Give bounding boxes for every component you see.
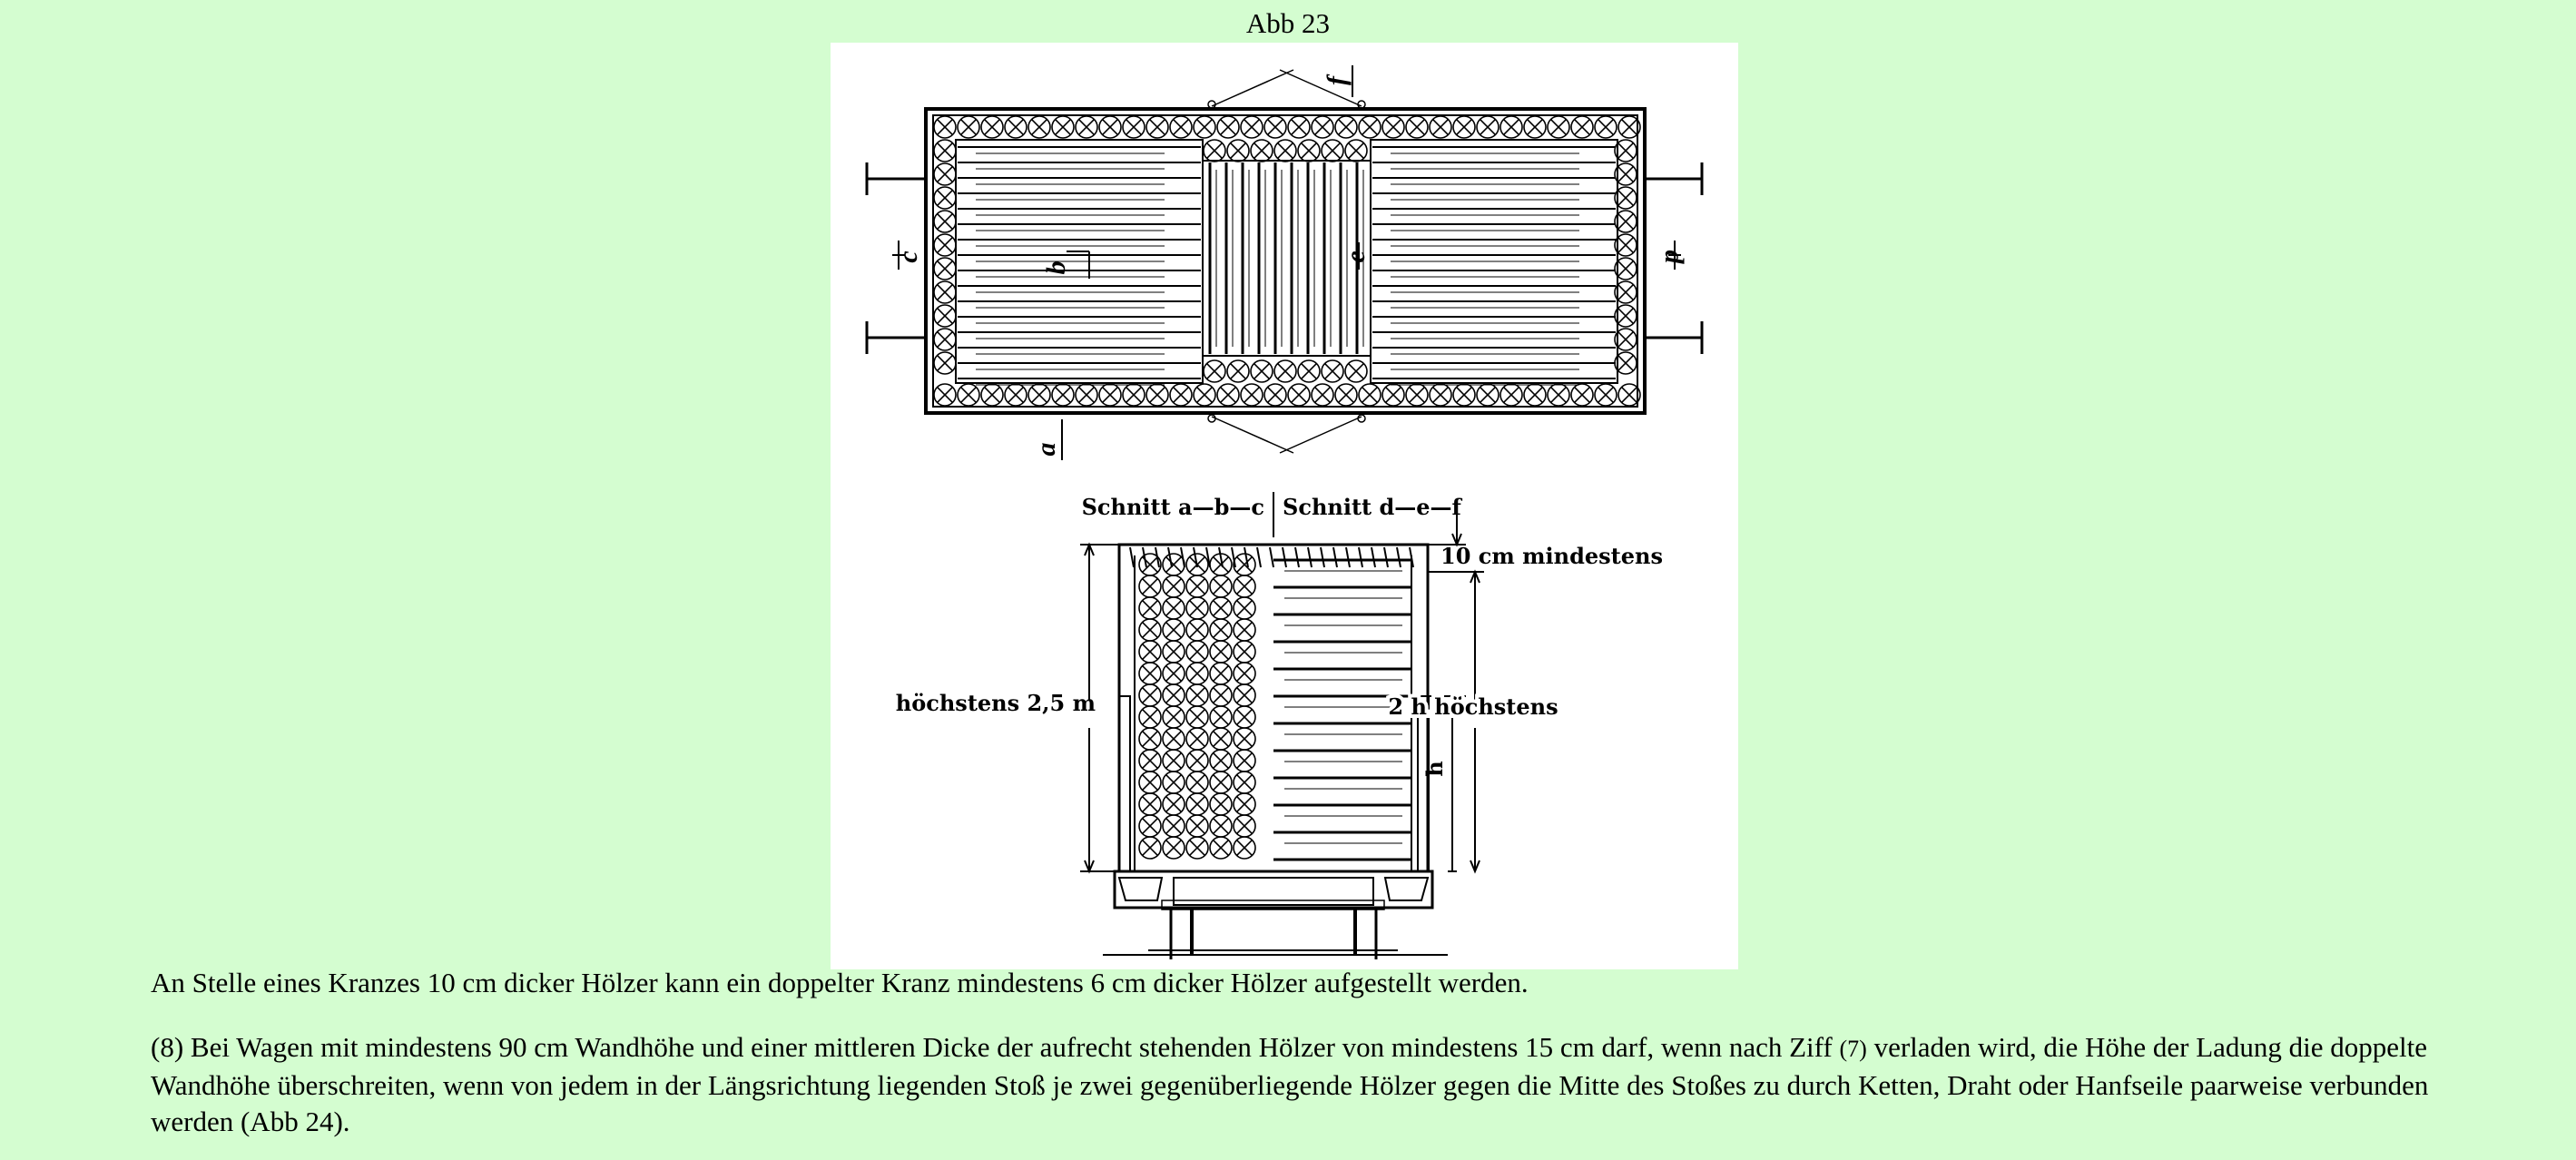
label-max-height: höchstens 2,5 m [895, 690, 1096, 716]
label-b: b [1041, 261, 1071, 275]
paragraph-2-end: verladen wird, die Höhe der Ladung die doppelte Wandhöhe überschreiten, wenn von jedem in der Längsrichtung liegenden Stoß je zwei gegenüberliegende Hölzer gegen die Mitte des Stoßes zu durch Ketten, Draht oder Hanfseile paarweise verbunden werden (Abb 24). [151, 1031, 2429, 1137]
wagon-top-view [867, 65, 1702, 460]
label-d: d [1659, 250, 1689, 264]
label-section-def: Schnitt d—e—f [1283, 494, 1461, 520]
label-max-double: 2 h höchstens [1388, 693, 1558, 720]
label-h: h [1421, 761, 1448, 777]
label-f: f [1322, 76, 1352, 85]
wagon-section-view [1080, 492, 1484, 959]
figure-caption: Abb 23 [1245, 7, 1331, 39]
figure-abb-23 [831, 43, 1738, 969]
label-c: c [893, 251, 923, 263]
paragraph-2-start: (8) Bei Wagen mit mindestens 90 cm Wandhöhe und einer mittleren Dicke der aufrecht stehenden Hölzer von mindestens 15 cm darf, wenn nach Ziff [151, 1031, 1840, 1063]
label-section-abc: Schnitt a—b—c [1081, 494, 1264, 520]
label-a: a [1031, 442, 1061, 457]
label-e: e [1341, 251, 1371, 263]
wagon-loading-drawing [831, 43, 1738, 969]
label-min-clearance: 10 cm mindestens [1440, 543, 1663, 569]
paragraph-2 [151, 1029, 2474, 1140]
paragraph-2-ref: (7) [1839, 1036, 1867, 1062]
paragraph-1: An Stelle eines Kranzes 10 cm dicker Hölzer kann ein doppelter Kranz mindestens 6 cm dicker Hölzer aufgestellt werden. [151, 967, 1529, 998]
